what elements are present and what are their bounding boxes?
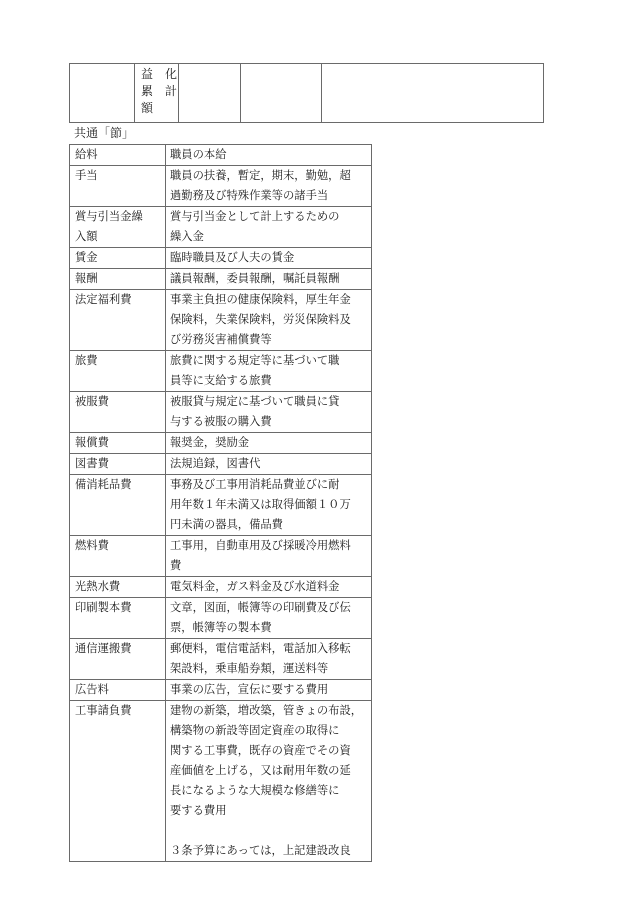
expense-item-description	[166, 536, 372, 577]
term-line: 備消耗品費	[75, 478, 132, 491]
description-line: び労務災害補償費等	[170, 333, 272, 346]
term-line: 法定福利費	[75, 293, 132, 306]
expense-item-description	[166, 248, 372, 269]
term-line: 光熱水費	[75, 580, 121, 593]
expense-item-term	[70, 290, 166, 351]
description-line: 円未満の器具，備品費	[170, 518, 283, 531]
top-table-cell-label	[135, 64, 179, 123]
expense-item-term	[70, 145, 166, 166]
term-line: 印刷製本費	[75, 601, 132, 614]
description-line: 法規追録，図書代	[170, 457, 261, 470]
description-line: 要する費用	[170, 804, 227, 817]
expense-item-description	[166, 145, 372, 166]
expense-item-row	[70, 598, 372, 639]
term-line: 燃料費	[75, 539, 109, 552]
expense-item-description	[166, 680, 372, 701]
expense-item-row	[70, 433, 372, 454]
description-line: 長になるような大規模な修繕等に	[170, 784, 340, 797]
description-line: 用年数１年未満又は取得価額１０万	[170, 498, 351, 511]
expense-items-table	[69, 144, 372, 862]
term-line: 賞与引当金繰	[75, 210, 143, 223]
expense-item-description	[166, 351, 372, 392]
description-line: 被服貸与規定に基づいて職員に貸	[170, 395, 340, 408]
expense-item-term	[70, 433, 166, 454]
description-line: 費	[170, 559, 182, 572]
description-line: 事業の広告，宣伝に要する費用	[170, 683, 329, 696]
expense-item-term	[70, 680, 166, 701]
expense-item-row	[70, 475, 372, 536]
expense-item-term	[70, 392, 166, 433]
expense-item-row	[70, 145, 372, 166]
expense-item-description	[166, 701, 372, 862]
expense-item-description	[166, 433, 372, 454]
term-line: 通信運搬費	[75, 642, 132, 655]
expense-item-row	[70, 701, 372, 862]
description-line: 事業主負担の健康保険料，厚生年金	[170, 293, 351, 306]
term-line: 報酬	[75, 272, 98, 285]
top-table-row	[70, 64, 544, 123]
top-table-cell-blank	[241, 64, 322, 123]
description-line: 繰入金	[170, 230, 204, 243]
description-line: 賞与引当金として計上するための	[170, 210, 340, 223]
expense-item-term	[70, 639, 166, 680]
expense-item-row	[70, 290, 372, 351]
description-line: 文章，図面，帳簿等の印刷費及び伝	[170, 601, 351, 614]
expense-item-description	[166, 207, 372, 248]
term-line: 図書費	[75, 457, 109, 470]
expense-item-term	[70, 577, 166, 598]
expense-item-description	[166, 166, 372, 207]
description-line: 架設料，乗車船券類，運送料等	[170, 662, 329, 675]
blank-line	[170, 821, 368, 841]
expense-item-row	[70, 454, 372, 475]
description-line: 電気料金，ガス料金及び水道料金	[170, 580, 340, 593]
expense-item-term	[70, 166, 166, 207]
description-line: 関する工事費，既存の資産でその資	[170, 744, 351, 757]
expense-item-term	[70, 351, 166, 392]
description-line: 工事用，自動車用及び採暖冷用燃料	[170, 539, 351, 552]
top-table-cell-blank	[322, 64, 544, 123]
expense-item-description	[166, 269, 372, 290]
expense-item-term	[70, 269, 166, 290]
expense-item-term	[70, 701, 166, 862]
description-line: ３条予算にあっては，上記建設改良	[170, 844, 351, 857]
term-line: 広告料	[75, 683, 109, 696]
description-line: 職員の本給	[170, 148, 227, 161]
expense-item-description	[166, 475, 372, 536]
label-line: 額	[141, 101, 154, 115]
expense-item-term	[70, 475, 166, 536]
description-line: 事務及び工事用消耗品費並びに耐	[170, 478, 340, 491]
description-line: 与する被服の購入費	[170, 415, 272, 428]
expense-item-term	[70, 454, 166, 475]
expense-item-row	[70, 269, 372, 290]
expense-items-body	[70, 145, 372, 862]
top-table-cell-blank	[70, 64, 135, 123]
top-table-fragment	[69, 63, 544, 123]
term-line: 入額	[75, 230, 98, 243]
label-line: 益 化	[141, 67, 178, 81]
expense-item-row	[70, 639, 372, 680]
expense-item-term	[70, 207, 166, 248]
description-line: 議員報酬，委員報酬，嘱託員報酬	[170, 272, 340, 285]
description-line: 報奨金，奨励金	[170, 436, 250, 449]
description-line: 員等に支給する旅費	[170, 374, 272, 387]
term-line: 報償費	[75, 436, 109, 449]
expense-item-row	[70, 248, 372, 269]
expense-item-row	[70, 392, 372, 433]
accumulated-profit-label	[135, 64, 178, 117]
description-line: 臨時職員及び人夫の賃金	[170, 251, 295, 264]
expense-item-row	[70, 207, 372, 248]
expense-item-term	[70, 536, 166, 577]
description-line: 産価値を上げる，又は耐用年数の延	[170, 764, 351, 777]
description-line: 旅費に関する規定等に基づいて職	[170, 354, 340, 367]
expense-item-row	[70, 536, 372, 577]
term-line: 被服費	[75, 395, 109, 408]
top-table-cell-blank	[179, 64, 241, 123]
expense-item-description	[166, 577, 372, 598]
description-line: 保険料，失業保険料，労災保険料及	[170, 313, 351, 326]
expense-item-row	[70, 166, 372, 207]
expense-item-row	[70, 351, 372, 392]
description-line: 過勤務及び特殊作業等の諸手当	[170, 189, 329, 202]
description-line: 票，帳簿等の製本費	[170, 621, 272, 634]
expense-item-term	[70, 598, 166, 639]
term-line: 工事請負費	[75, 704, 132, 717]
expense-item-description	[166, 598, 372, 639]
expense-item-row	[70, 680, 372, 701]
term-line: 賃金	[75, 251, 98, 264]
expense-item-description	[166, 454, 372, 475]
description-line: 構築物の新設等固定資産の取得に	[170, 724, 340, 737]
description-line: 建物の新築，増改築，管きょの布設，	[170, 704, 363, 717]
description-line: 職員の扶養，暫定，期末，勤勉，超	[170, 169, 351, 182]
expense-item-description	[166, 639, 372, 680]
section-title: 共通「節」	[74, 126, 135, 140]
description-line: 郵便料，電信電話料，電話加入移転	[170, 642, 351, 655]
expense-item-description	[166, 392, 372, 433]
expense-item-row	[70, 577, 372, 598]
expense-item-description	[166, 290, 372, 351]
term-line: 手当	[75, 169, 98, 182]
label-line: 累 計	[141, 84, 178, 98]
term-line: 給料	[75, 148, 98, 161]
expense-item-term	[70, 248, 166, 269]
term-line: 旅費	[75, 354, 98, 367]
